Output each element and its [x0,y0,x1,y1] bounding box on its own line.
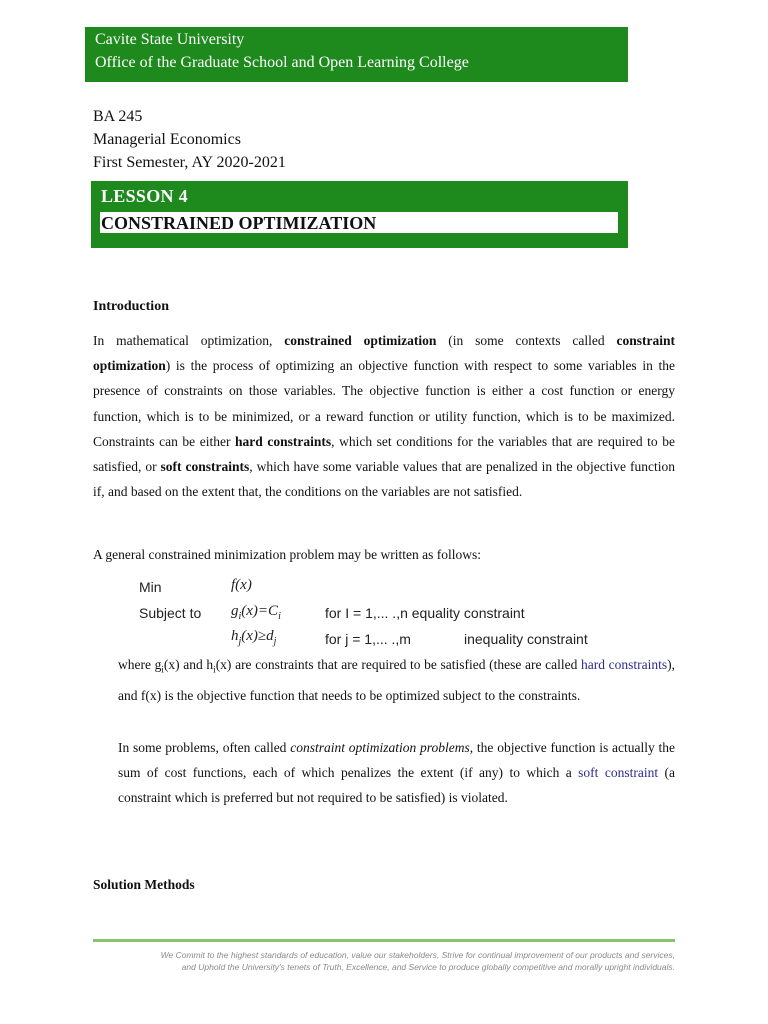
objective-function: f(x) [231,577,252,593]
subject-to-label: Subject to [139,605,202,621]
constraint-optimization-paragraph: In some problems, often called constraint optimization problems, the objective function is actually the sum of cost functions, each of which penalizes the extent (if any) to which a soft constraint (a constraint which is preferred but not required to be satisfied) is violated. [118,740,675,806]
lesson-banner [91,181,628,248]
lesson-number: LESSON 4 [101,186,188,206]
course-code: BA 245 [93,108,143,125]
soft-constraint-link[interactable]: soft constraint [578,765,659,781]
solution-methods-heading: Solution Methods [93,877,195,892]
footer-divider [93,939,675,942]
inequality-constraint: $h_j(x)\ge d_j$ [231,628,277,647]
lesson-title: CONSTRAINED OPTIMIZATION [100,212,618,233]
footer-line-2: and Uphold the University's tenets of Truth, Excellence, and Service to produce globally competitive and morally upright individuals. [181,962,675,972]
constraints-explanation: where $g_i(x)$ and $h_i(x)$ are constraints that are required to be satisfied (these are called hard constraints), and f(x) is the objective function that needs to be optimized subject to the constraints. [118,657,675,703]
equality-constraint: $g_i(x)=C_i$ [231,603,281,622]
university-name: Cavite State University [95,31,245,48]
equality-constraint-text: for I = 1,... .,n equality constraint [325,605,525,621]
inequality-range-text: for j = 1,... .,m [325,631,411,647]
min-label: Min [139,579,162,595]
course-term: First Semester, AY 2020-2021 [93,154,286,171]
office-name: Office of the Graduate School and Open Learning College [95,54,469,71]
footer-line-1: We Commit to the highest standards of education, value our stakeholders, Strive for continual improvement of our products and services, [160,950,675,960]
hard-constraints-link[interactable]: hard constraints [581,657,668,672]
inequality-constraint-text: inequality constraint [464,631,588,647]
header-banner [85,27,628,82]
course-title: Managerial Economics [93,131,241,148]
intro-paragraph: In mathematical optimization, constrained optimization (in some contexts called constraint optimization) is the process of optimizing an objective function with respect to some variables in the presence of constraints on those variables. The objective function is either a cost function or energy function, which is to be minimized, or a reward function or utility function, which is to be maximized. Constraints can be either hard constraints, which set conditions for the variables that are required to be satisfied, or soft constraints, which have some variable values that are penalized in the objective function if, and based on the extent that, the conditions on the variables are not satisfied. [93,333,676,500]
general-problem-sentence: A general constrained minimization problem may be written as follows: [93,547,482,562]
introduction-heading: Introduction [93,299,169,314]
footer-commitment [93,949,675,973]
